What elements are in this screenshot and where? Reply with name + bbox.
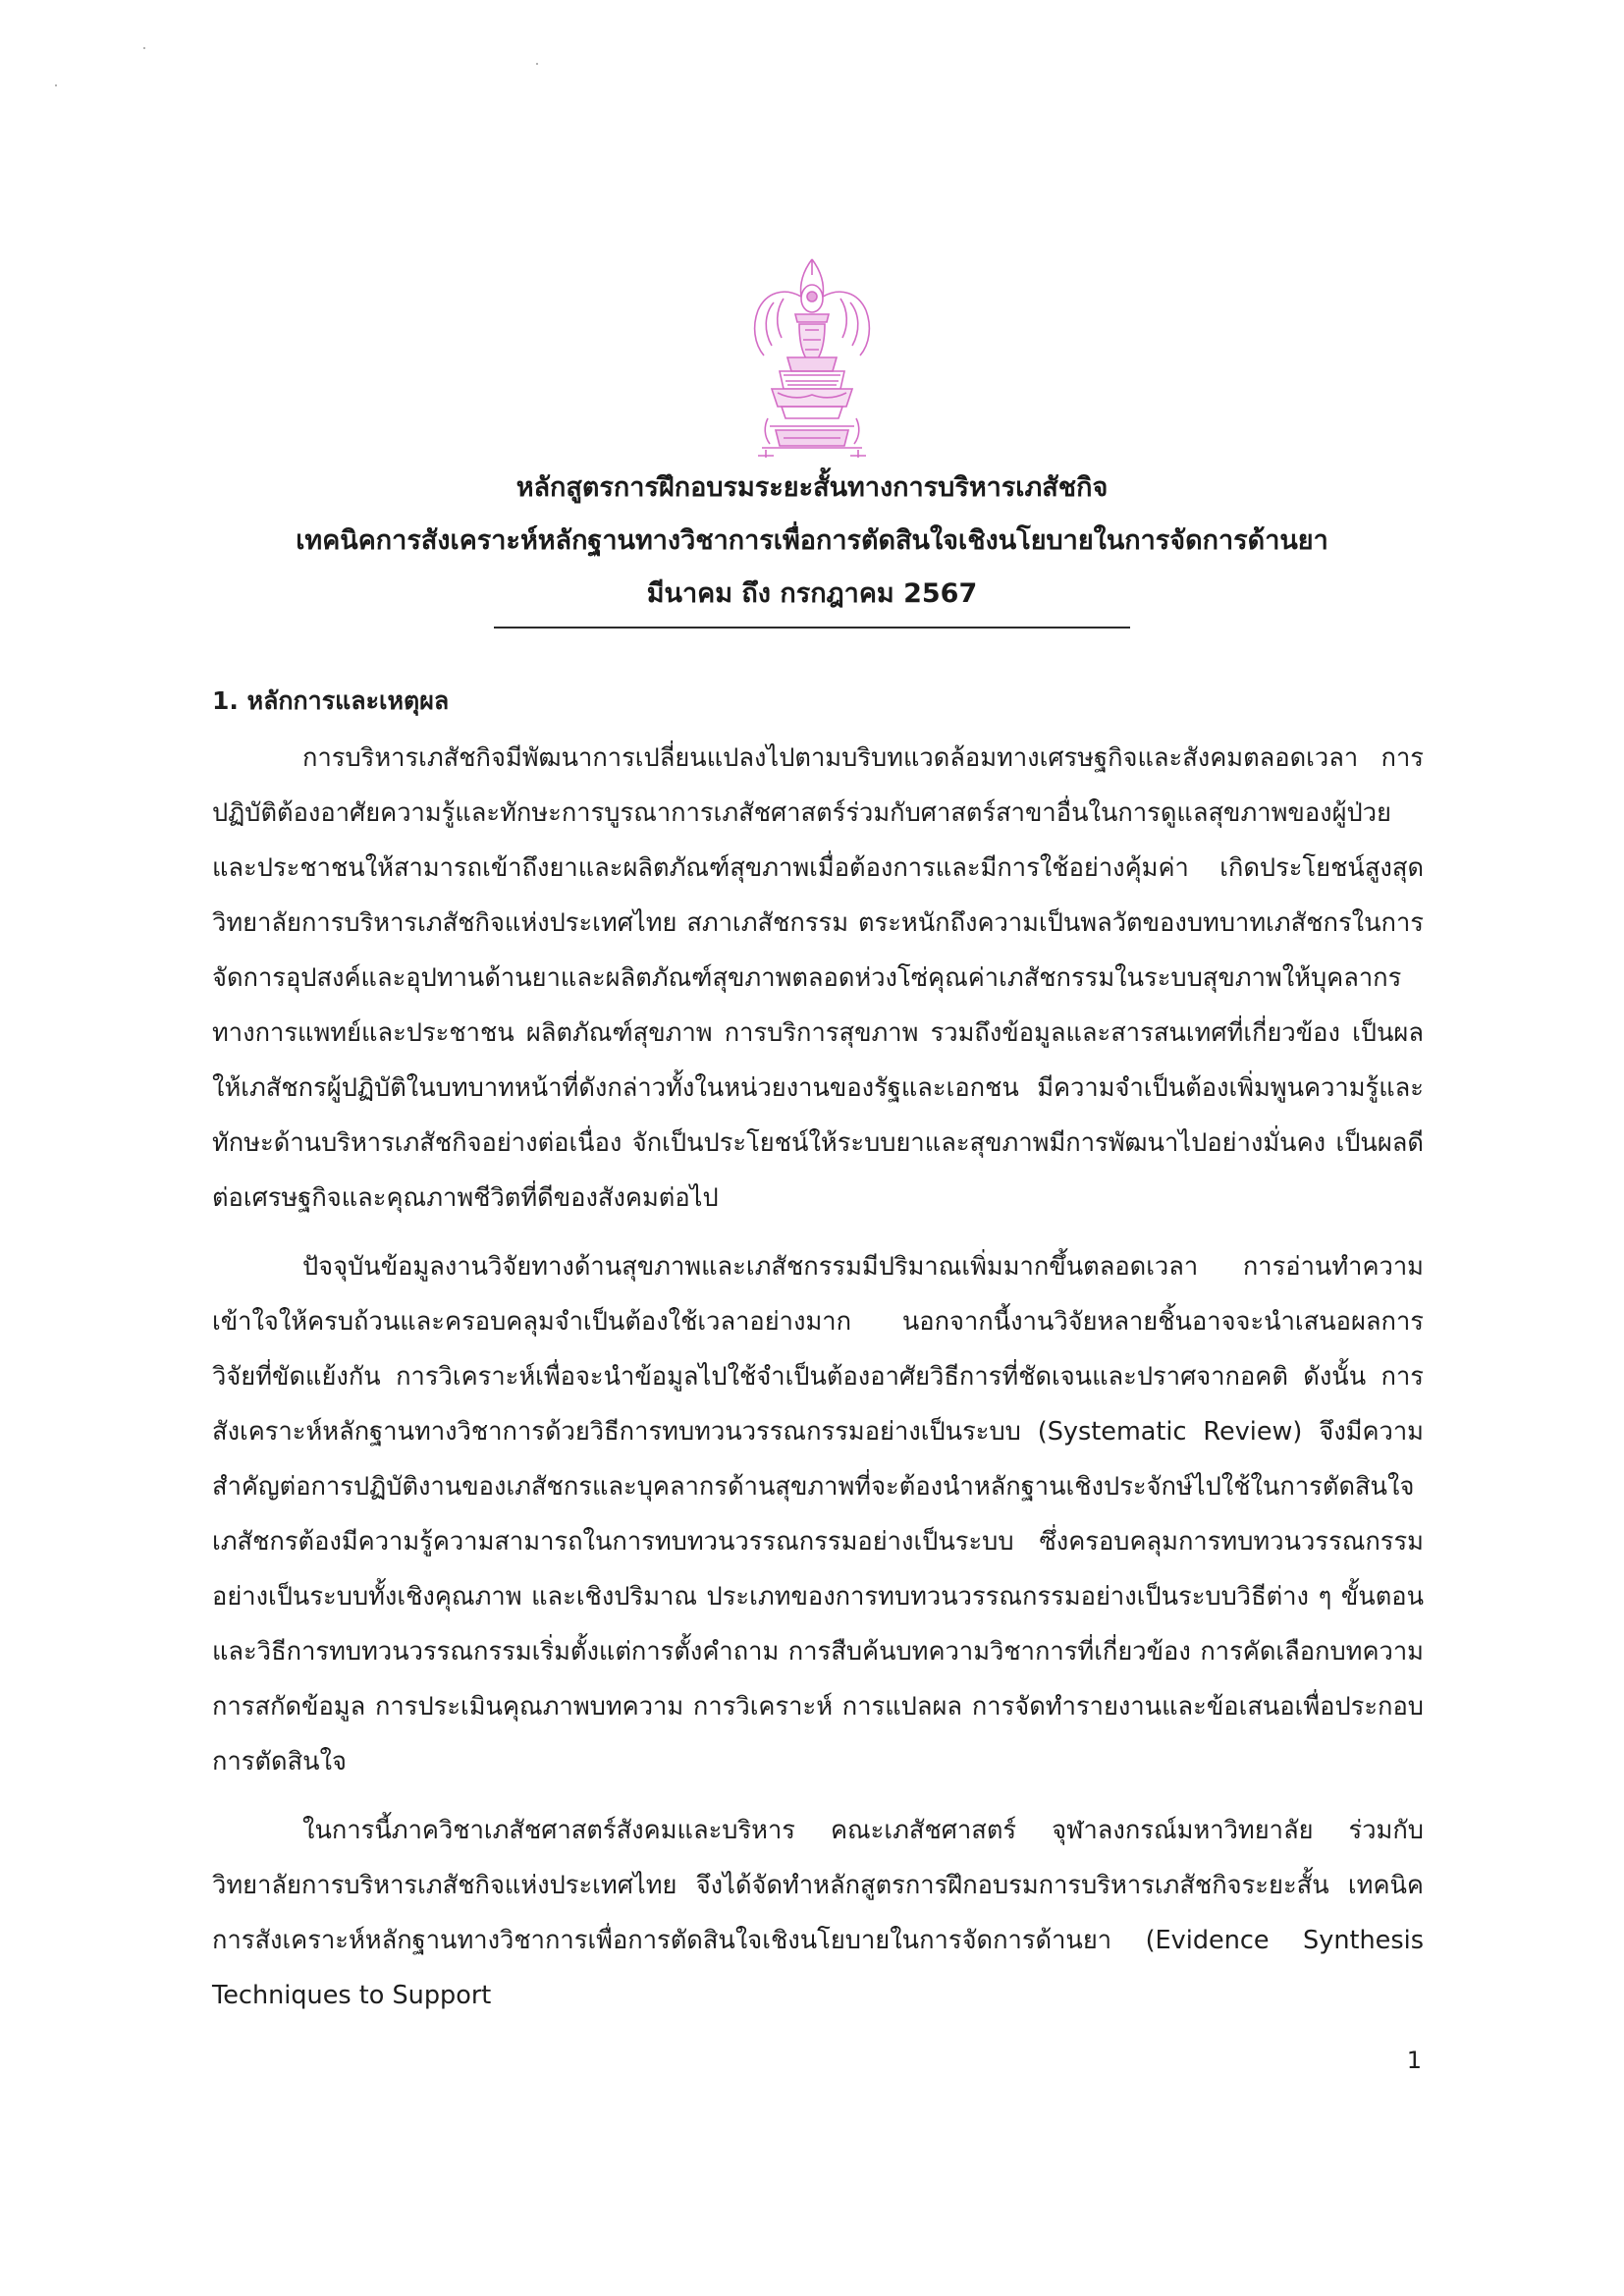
header-divider: [494, 627, 1130, 629]
paragraph: การบริหารเภสัชกิจมีพัฒนาการเปลี่ยนแปลงไปตามบริบทแวดล้อมทางเศรษฐกิจและสังคมตลอดเวลา การปฏิบัติต้องอาศัยความรู้และทักษะการบูรณาการเภสัชศาสตร์ร่วมกับศาสตร์สาขาอื่นในการดูแลสุขภาพของผู้ป่วยและประชาชนให้สามารถเข้าถึงยาและผลิตภัณฑ์สุขภาพเมื่อต้องการและมีการใช้อย่างคุ้มค่า เกิดประโยชน์สูงสุด วิทยาลัยการบริหารเภสัชกิจแห่งประเทศไทย สภาเภสัชกรรม ตระหนักถึงความเป็นพลวัตของบทบาทเภสัชกรในการจัดการอุปสงค์และอุปทานด้านยาและผลิตภัณฑ์สุขภาพตลอดห่วงโซ่คุณค่าเภสัชกรรมในระบบสุขภาพให้บุคลากรทางการแพทย์และประชาชน ผลิตภัณฑ์สุขภาพ การบริการสุขภาพ รวมถึงข้อมูลและสารสนเทศที่เกี่ยวข้อง เป็นผลให้เภสัชกรผู้ปฏิบัติในบทบาทหน้าที่ดังกล่าวทั้งในหน่วยงานของรัฐและเอกชน มีความจำเป็นต้องเพิ่มพูนความรู้และทักษะด้านบริหารเภสัชกิจอย่างต่อเนื่อง จักเป็นประโยชน์ให้ระบบยาและสุขภาพมีการพัฒนาไปอย่างมั่นคง เป็นผลดีต่อเศรษฐกิจและคุณภาพชีวิตที่ดีของสังคมต่อไป: [212, 743, 1424, 1213]
section-heading: 1. หลักการและเหตุผล: [212, 686, 450, 715]
scan-speck: [55, 84, 57, 86]
scan-speck: [536, 63, 538, 65]
page-number: 1: [1406, 2047, 1422, 2074]
phra-kiao-emblem-icon: [744, 253, 880, 460]
course-subtitle: เทคนิคการสังเคราะห์หลักฐานทางวิชาการเพื่อการตัดสินใจเชิงนโยบายในการจัดการด้านยา: [296, 525, 1328, 556]
paragraph: ปัจจุบันข้อมูลงานวิจัยทางด้านสุขภาพและเภสัชกรรมมีปริมาณเพิ่มมากขึ้นตลอดเวลา การอ่านทำความเข้าใจให้ครบถ้วนและครอบคลุมจำเป็นต้องใช้เวลาอย่างมาก นอกจากนี้งานวิจัยหลายชิ้นอาจจะนำเสนอผลการวิจัยที่ขัดแย้งกัน การวิเคราะห์เพื่อจะนำข้อมูลไปใช้จำเป็นต้องอาศัยวิธีการที่ชัดเจนและปราศจากอคติ ดังนั้น การสังเคราะห์หลักฐานทางวิชาการด้วยวิธีการทบทวนวรรณกรรมอย่างเป็นระบบ (Systematic Review) จึงมีความสำคัญต่อการปฏิบัติงานของเภสัชกรและบุคลากรด้านสุขภาพที่จะต้องนำหลักฐานเชิงประจักษ์ไปใช้ในการตัดสินใจ เภสัชกรต้องมีความรู้ความสามารถในการทบทวนวรรณกรรมอย่างเป็นระบบ ซึ่งครอบคลุมการทบทวนวรรณกรรมอย่างเป็นระบบทั้งเชิงคุณภาพ และเชิงปริมาณ ประเภทของการทบทวนวรรณกรรมอย่างเป็นระบบวิธีต่าง ๆ ขั้นตอนและวิธีการทบทวนวรรณกรรมเริ่มตั้งแต่การตั้งคำถาม การสืบค้นบทความวิชาการที่เกี่ยวข้อง การคัดเลือกบทความ การสกัดข้อมูล การประเมินคุณภาพบทความ การวิเคราะห์ การแปลผล การจัดทำรายงานและข้อเสนอเพื่อประกอบการตัดสินใจ: [212, 1252, 1424, 1777]
course-title: หลักสูตรการฝึกอบรมระยะสั้นทางการบริหารเภสัชกิจ: [515, 472, 1109, 503]
document-header: [157, 462, 1467, 629]
section-body: [212, 731, 1424, 2023]
scan-speck: [143, 47, 145, 49]
paragraph: ในการนี้ภาควิชาเภสัชศาสตร์สังคมและบริหาร คณะเภสัชศาสตร์ จุฬาลงกรณ์มหาวิทยาลัย ร่วมกับ วิทยาลัยการบริหารเภสัชกิจแห่งประเทศไทย จึงได้จัดทำหลักสูตรการฝึกอบรมการบริหารเภสัชกิจระยะสั้น เทคนิคการสังเคราะห์หลักฐานทางวิชาการเพื่อการตัดสินใจเชิงนโยบายในการจัดการด้านยา (Evidence Synthesis Techniques to Support: [212, 1816, 1424, 2010]
course-date: มีนาคม ถึง กรกฎาคม 2567: [646, 578, 978, 609]
